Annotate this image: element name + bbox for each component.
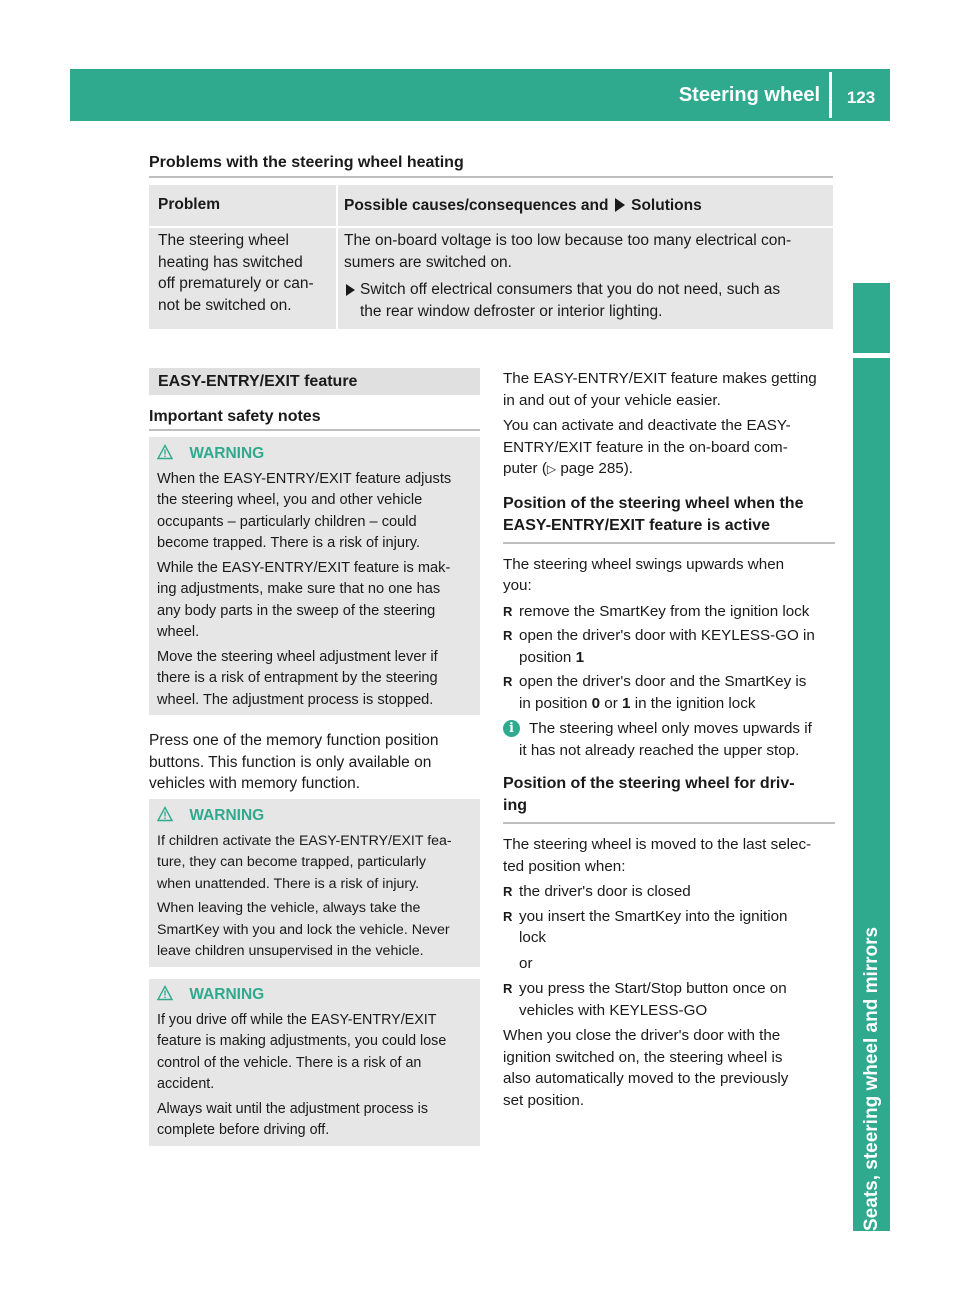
text-line: leave children unsupervised in the vehicle. bbox=[157, 943, 424, 959]
page-reference[interactable]: puter (▷ page 285). bbox=[503, 460, 633, 477]
warning-content-1 bbox=[157, 443, 475, 711]
text-line: ing bbox=[503, 797, 527, 814]
text-line: While the EASY-ENTRY/EXIT feature is mak- bbox=[157, 559, 451, 576]
text-line: Press one of the memory function position bbox=[149, 732, 439, 749]
text-line: Position of the steering wheel for driv- bbox=[503, 775, 795, 792]
text-line: R open the driver's door and the SmartKey is bbox=[519, 673, 807, 690]
text-line: The EASY-ENTRY/EXIT feature makes getting bbox=[503, 370, 817, 387]
text-line: The steering wheel only moves upwards if bbox=[529, 720, 812, 737]
cause-line: sumers are switched on. bbox=[344, 253, 512, 271]
text-line: feature is making adjustments, you could lose bbox=[157, 1033, 447, 1049]
text-line: EASY-ENTRY/EXIT feature is active bbox=[503, 516, 771, 534]
text-line: Position of the steering wheel when the bbox=[503, 494, 804, 512]
text-line: The steering wheel swings upwards when bbox=[503, 555, 785, 573]
text-line: SmartKey with you and lock the vehicle. Never bbox=[157, 921, 450, 938]
warning-triangle-icon bbox=[157, 806, 173, 822]
chapter-title: Steering wheel bbox=[678, 84, 820, 106]
text-line: there is a risk of entrapment by the steering bbox=[157, 670, 438, 686]
safety-heading: Important safety notes bbox=[149, 408, 321, 425]
text-line: it has not already reached the upper stop. bbox=[519, 741, 800, 759]
warning-title: WARNING bbox=[157, 805, 477, 827]
text-line: set position. bbox=[503, 1091, 585, 1109]
table-row-divider bbox=[149, 226, 833, 228]
text-line: wheel. bbox=[157, 624, 200, 640]
col-header-problem: Problem bbox=[158, 196, 221, 213]
text-line: in position 0 or 1 in the ignition lock bbox=[519, 694, 756, 712]
right-column bbox=[503, 368, 835, 1111]
heading-rule bbox=[149, 176, 833, 178]
problem-line: off prematurely or can- bbox=[158, 275, 314, 292]
text-line: ing adjustments, make sure that no one has bbox=[157, 581, 441, 597]
text-line: in and out of your vehicle easier. bbox=[503, 391, 721, 409]
col-header-solutions: Possible causes/consequences and Solutions bbox=[344, 197, 702, 214]
text-line: ture, they can become trapped, particularly bbox=[157, 854, 426, 870]
warning-triangle-icon bbox=[157, 444, 173, 460]
text-line: R you insert the SmartKey into the ignition bbox=[519, 907, 788, 925]
list-item bbox=[503, 906, 835, 949]
text-line: You can activate and deactivate the EASY- bbox=[503, 417, 791, 434]
text-line: the steering wheel, you and other vehicle bbox=[157, 492, 423, 508]
problem-line: heating has switched bbox=[158, 253, 303, 271]
warning-triangle-icon bbox=[157, 985, 173, 1001]
text-line: ignition switched on, the steering wheel is bbox=[503, 1048, 783, 1066]
side-tab-label: Seats, steering wheel and mirrors bbox=[861, 926, 882, 1231]
text-line: Always wait until the adjustment process is bbox=[157, 1100, 428, 1117]
info-icon: i bbox=[503, 720, 520, 737]
list-item: R remove the SmartKey from the ignition lock bbox=[503, 601, 835, 623]
text-line: When you close the driver's door with the bbox=[503, 1027, 781, 1044]
warning-2-text bbox=[157, 831, 477, 963]
text-line: you: bbox=[503, 577, 532, 594]
page-number: 123 bbox=[846, 88, 876, 107]
text-line: position 1 bbox=[519, 648, 585, 666]
text-line: when unattended. There is a risk of injury. bbox=[157, 875, 420, 892]
solution-step bbox=[344, 279, 830, 322]
text-line: also automatically moved to the previously bbox=[503, 1070, 789, 1087]
page-ref-icon: ▷ bbox=[546, 462, 557, 476]
list-item bbox=[503, 671, 835, 714]
list-item bbox=[503, 625, 835, 668]
text-line: If children activate the EASY-ENTRY/EXIT fea- bbox=[157, 832, 452, 849]
active-rule bbox=[503, 542, 835, 544]
text-line: The steering wheel is moved to the last selec- bbox=[503, 836, 812, 853]
cause-cell bbox=[344, 230, 830, 322]
or-text: or bbox=[519, 954, 533, 972]
problems-heading: Problems with the steering wheel heating bbox=[149, 154, 464, 171]
text-line: occupants – particularly children – could bbox=[157, 513, 417, 530]
text-line: If you drive off while the EASY-ENTRY/EXIT bbox=[157, 1011, 437, 1028]
problem-line: The steering wheel bbox=[158, 232, 289, 249]
warning-3-text bbox=[157, 1010, 477, 1142]
header-divider bbox=[829, 72, 832, 118]
driving-rule bbox=[503, 822, 835, 824]
text-line: lock bbox=[519, 929, 547, 946]
info-note bbox=[503, 718, 835, 761]
text-line: ted position when: bbox=[503, 857, 626, 875]
text-line: When the EASY-ENTRY/EXIT feature adjusts bbox=[157, 470, 452, 487]
text-line: control of the vehicle. There is a risk of an bbox=[157, 1054, 422, 1071]
table-column-divider bbox=[336, 185, 338, 329]
text-line: R open the driver's door with KEYLESS-GO in bbox=[519, 627, 815, 644]
driving-heading bbox=[503, 773, 835, 817]
text-line: become trapped. There is a risk of injury. bbox=[157, 535, 421, 551]
problem-cell bbox=[158, 230, 333, 316]
solution-arrow-icon bbox=[615, 198, 625, 212]
text-line: ENTRY/EXIT feature in the on-board com- bbox=[503, 438, 788, 456]
solution-line: Switch off electrical consumers that you do not need, such as bbox=[360, 281, 781, 298]
warning-title: WARNING bbox=[157, 443, 475, 465]
text-line: vehicles with KEYLESS-GO bbox=[519, 1001, 708, 1019]
memory-paragraph bbox=[149, 730, 480, 795]
text-line: accident. bbox=[157, 1076, 215, 1092]
safety-rule bbox=[149, 429, 480, 431]
cause-line: The on-board voltage is too low because too many electrical con- bbox=[344, 232, 792, 249]
text-line: When leaving the vehicle, always take the bbox=[157, 900, 421, 916]
text-line: Move the steering wheel adjustment lever if bbox=[157, 648, 438, 665]
text-line: vehicles with memory function. bbox=[149, 775, 361, 792]
list-item bbox=[503, 978, 835, 1021]
side-tab-marker bbox=[853, 283, 890, 353]
text-line: complete before driving off. bbox=[157, 1122, 330, 1138]
warning-title: WARNING bbox=[157, 984, 477, 1006]
warning-1-text bbox=[157, 469, 475, 712]
text-line: wheel. The adjustment process is stopped. bbox=[157, 691, 434, 708]
text-line: any body parts in the sweep of the steering bbox=[157, 602, 436, 619]
section-title: EASY-ENTRY/EXIT feature bbox=[158, 373, 358, 390]
text-line: R you press the Start/Stop button once on bbox=[519, 980, 787, 997]
text-line: buttons. This function is only available on bbox=[149, 753, 432, 771]
warning-content-2 bbox=[157, 805, 477, 963]
active-heading bbox=[503, 493, 835, 537]
solution-line: the rear window defroster or interior lighting. bbox=[360, 302, 663, 320]
list-item: R the driver's door is closed bbox=[503, 881, 835, 903]
problem-line: not be switched on. bbox=[158, 296, 292, 314]
warning-content-3 bbox=[157, 984, 477, 1142]
action-arrow-icon bbox=[346, 284, 355, 296]
